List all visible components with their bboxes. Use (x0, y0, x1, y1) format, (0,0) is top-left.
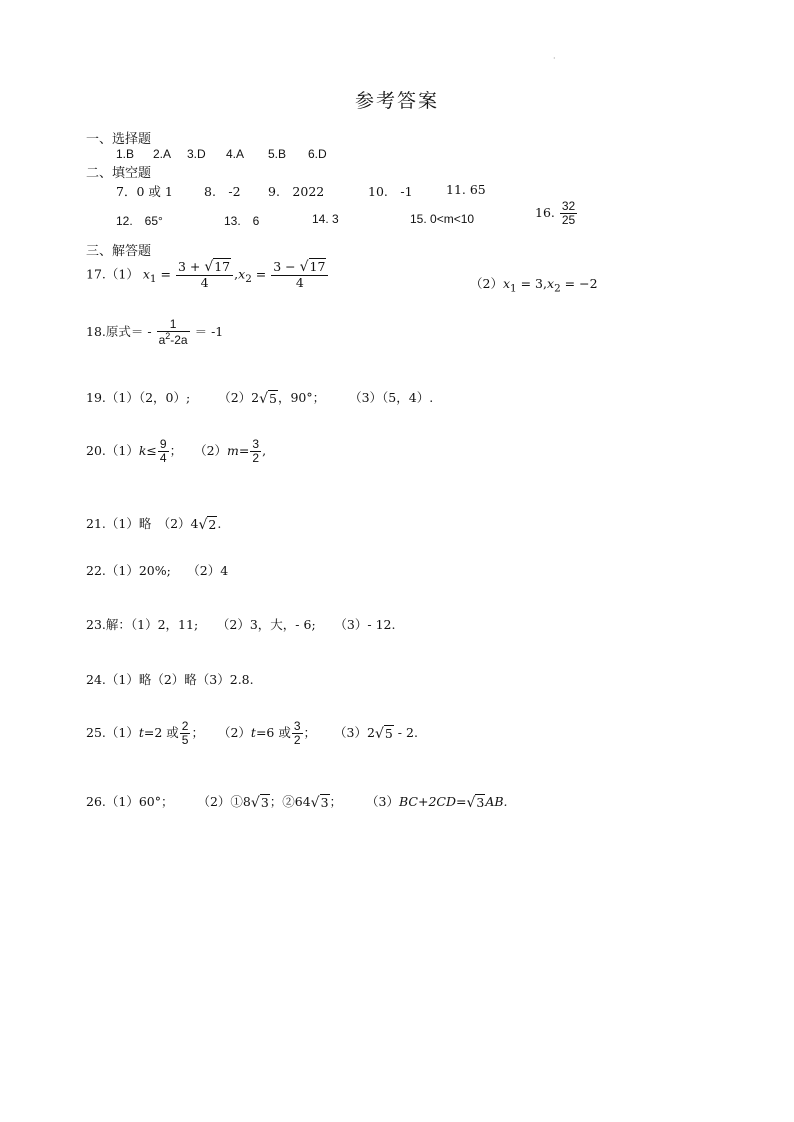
choice-answer: 2.A (153, 147, 172, 161)
q19-part2-tail: ，90°； (277, 390, 326, 405)
q17-part2-sub1: 1 (510, 282, 517, 295)
q17-num1: 3 + (177, 259, 205, 275)
q25-semi2: ； (303, 725, 317, 741)
answer-19 (86, 388, 433, 407)
q17-sub2: 2 (245, 273, 252, 286)
q19-part3: （3）（5，4）. (349, 390, 434, 405)
q25-eq1: =2 或 (143, 725, 179, 741)
q16-numerator: 32 (561, 199, 576, 213)
q25-eq2: =6 或 (255, 725, 291, 741)
q25-part2: （2） (217, 725, 251, 741)
q17-eq2: = (251, 266, 271, 282)
q20-fraction-2: $\frac{3}{2}$ (252, 437, 260, 466)
q17-comma: , (234, 266, 239, 282)
q17-part2-x2: x (547, 276, 555, 291)
q20-fraction-1: $\frac{9}{4}$ (159, 437, 167, 466)
q20-le: ≤ (146, 443, 157, 459)
fill-answer-13: 13. 6 (224, 214, 260, 228)
sqrt-3-c: √3 (466, 794, 485, 811)
q25-t2: t (250, 725, 256, 741)
q17-label: 17.（1） (86, 266, 139, 282)
q25-tail: - 2. (393, 725, 418, 741)
fill-answer-11: 11. 65 (446, 182, 486, 197)
q26-part2: （2）①8 (197, 794, 251, 809)
fill-answer-15: 15. 0<m<10 (410, 212, 475, 226)
q25-fraction-2: $\frac{3}{2}$ (293, 719, 301, 748)
section-choice-heading: 一、选择题 (86, 132, 152, 147)
fill-answer-16 (535, 200, 578, 227)
q19-part2-label: （2）2 (218, 390, 260, 405)
q17-part2-x1: x (502, 276, 511, 291)
fill-answer-14: 14. 3 (312, 212, 339, 226)
q17-sub1: 1 (149, 273, 157, 286)
sqrt-17: √17 (204, 259, 231, 275)
header-mark: · (553, 54, 556, 63)
q25-semi: ； (191, 725, 204, 741)
q18-tail: ＝ -1 (194, 324, 224, 340)
answer-26 (86, 792, 508, 811)
q20-k: k (138, 443, 147, 459)
fill-answer-8: 8. -2 (204, 184, 241, 199)
q21-label: 21.（1）略 （2）4 (86, 516, 199, 531)
q18-fraction (157, 318, 190, 347)
q20-semi: ； (169, 443, 183, 459)
q16-label: 16. (535, 205, 555, 221)
choice-answer: 3.D (187, 147, 206, 161)
q20-eq: = (238, 443, 250, 459)
answer-22: 22.（1）20%; （2）4 (86, 563, 229, 578)
q25-part3: （3）2 (334, 725, 375, 741)
q20-label: 20.（1） (86, 443, 139, 459)
answer-17-part2 (470, 274, 598, 295)
fill-answer-10: 10. -1 (368, 184, 413, 199)
q17-x2: x (238, 266, 246, 282)
q26-expr: BC+2CD= (399, 794, 467, 809)
fill-answer-9: 9. 2022 (268, 184, 325, 199)
q21-tail: . (217, 516, 222, 531)
choice-answer: 6.D (308, 147, 327, 161)
q17-part2-sub2: 2 (554, 282, 561, 295)
q17-part2-label: （2） (470, 276, 503, 291)
sqrt-3-a: √3 (250, 794, 269, 811)
q17-fraction-1 (176, 260, 233, 290)
q25-fraction-1: $\frac{2}{5}$ (181, 719, 189, 748)
section-solve-heading: 三、解答题 (86, 244, 152, 259)
answer-17 (86, 260, 329, 290)
q17-x1: x (142, 266, 150, 282)
q17-num2: 3 − (273, 259, 300, 275)
choice-answer: 1.B (116, 147, 135, 161)
answer-25 (86, 720, 418, 747)
q17-eq: = (156, 266, 175, 282)
q26-label: 26.（1）60°； (86, 794, 174, 809)
sqrt-5: √5 (259, 390, 277, 407)
choice-answer: 4.A (226, 147, 245, 161)
answer-21 (86, 514, 221, 533)
q25-label: 25.（1） (86, 725, 139, 741)
answer-18 (86, 318, 223, 347)
q26-mid: ；②64 (269, 794, 311, 809)
q17-part2-tail2: = −2 (560, 276, 598, 291)
section-fill-heading: 二、填空题 (86, 166, 152, 181)
answer-23: 23.解：（1）2，11; （2）3，大，- 6; （3）- 12. (86, 617, 396, 632)
q20-m: m (227, 443, 239, 459)
q20-part2-label: （2） (194, 443, 228, 459)
sqrt-2: √2 (198, 516, 217, 533)
choice-answer: 5.B (268, 147, 287, 161)
q16-fraction (560, 200, 577, 227)
q25-t1: t (138, 725, 144, 741)
q26-semi: ； (329, 794, 343, 809)
q17-fraction-2 (271, 260, 328, 290)
answer-24: 24.（1）略（2）略（3）2.8. (86, 672, 254, 687)
q18-label: 18.原式＝ - (86, 324, 156, 340)
page-title: 参考答案 (354, 90, 439, 112)
sqrt-17-b: √17 (299, 259, 326, 275)
q26-part3: （3） (366, 794, 399, 809)
q26-tail: AB. (485, 794, 508, 809)
q17-den1: 4 (200, 275, 209, 291)
q17-part2-tail1: = 3, (516, 276, 547, 291)
fill-answer-12: 12. 65° (116, 214, 163, 228)
fill-answer-7: 7．0 或 1 (116, 184, 173, 199)
q16-denominator: 25 (561, 213, 576, 228)
q20-tail: , (262, 443, 267, 459)
q18-denominator: $a^2-2a$ (158, 331, 188, 348)
sqrt-3-b: √3 (310, 794, 329, 811)
q18-numerator: 1 (157, 318, 190, 332)
q19-part1: 19.（1）（2，0）; (86, 390, 191, 405)
sqrt-5-b: √5 (374, 725, 393, 742)
q17-den2: 4 (295, 275, 304, 291)
answer-20 (86, 438, 266, 465)
